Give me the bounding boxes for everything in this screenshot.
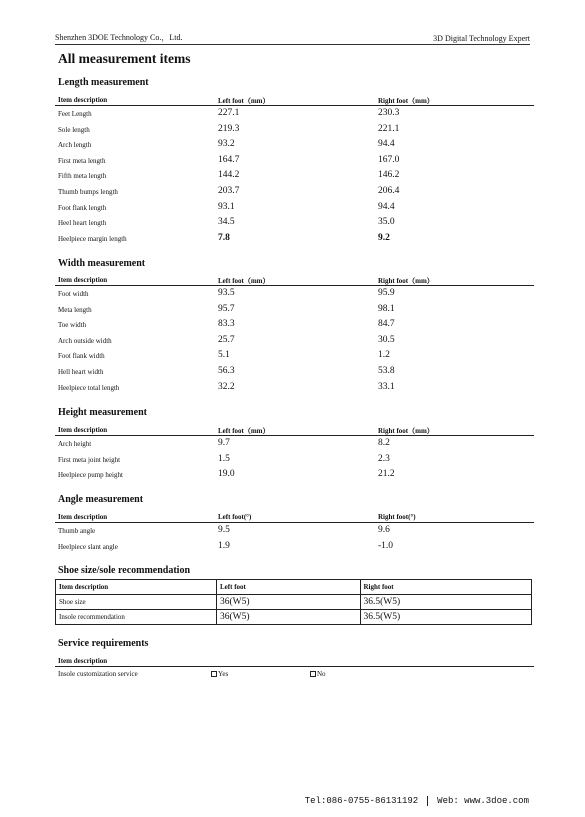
cell-left: 83.3 <box>218 319 235 330</box>
section-title-height: Height measurement <box>58 407 147 418</box>
section-title-angle: Angle measurement <box>58 494 144 505</box>
cell-right: 94.4 <box>378 201 395 212</box>
cell-item: Heelpiece margin length <box>58 234 127 243</box>
cell-right: 21.2 <box>378 469 395 480</box>
cell-left: 32.2 <box>218 381 235 392</box>
table-row <box>55 122 534 138</box>
cell-item: Hell heart width <box>58 368 104 376</box>
col-right-foot: Right foot（mm） <box>378 277 434 285</box>
cell-right: 36.5(W5) <box>360 595 532 610</box>
cell-item: Arch length <box>58 141 92 150</box>
cell-item: First meta length <box>58 156 106 165</box>
col-item-description: Item description <box>58 513 108 521</box>
cell-right: 33.1 <box>378 381 395 392</box>
col-left-foot: Left foot <box>217 580 361 595</box>
table-row <box>55 137 534 153</box>
cell-left: 219.3 <box>218 123 240 134</box>
page-footer <box>305 796 529 806</box>
cell-right: 36.5(W5) <box>360 610 532 625</box>
service-yes-label: Yes <box>218 670 229 678</box>
cell-item: Toe width <box>58 321 87 330</box>
cell-left: 19.0 <box>218 469 235 480</box>
table-row <box>55 153 534 169</box>
cell-left: 93.1 <box>218 201 235 212</box>
cell-item: Thumb angle <box>58 527 96 535</box>
service-item-label: Insole customization service <box>58 670 138 678</box>
service-yes-option[interactable] <box>211 670 228 678</box>
cell-item: Meta length <box>58 305 92 314</box>
table-row <box>56 610 532 625</box>
cell-left: 164.7 <box>218 154 240 165</box>
table-header-angle <box>55 509 534 523</box>
table-row <box>55 200 534 216</box>
col-left-foot: Left foot(°) <box>218 513 252 521</box>
cell-right: 94.4 <box>378 139 395 150</box>
table-row <box>55 348 534 364</box>
shoe-size-table <box>55 579 532 625</box>
cell-right: 35.0 <box>378 217 395 228</box>
table-header-shoe <box>56 580 532 595</box>
service-no-label: No <box>317 670 326 678</box>
col-right-foot: Right foot <box>360 580 532 595</box>
footer-web: Web: www.3doe.com <box>437 796 529 806</box>
table-row <box>55 380 534 396</box>
section-title-length: Length measurement <box>58 77 149 88</box>
cell-right: 146.2 <box>378 170 400 181</box>
col-item-description: Item description <box>58 426 108 434</box>
table-row <box>55 168 534 184</box>
col-right-foot: Right foot（mm） <box>378 97 434 105</box>
table-row <box>55 333 534 349</box>
table-row <box>55 106 534 122</box>
company-tagline: 3D Digital Technology Expert <box>433 34 530 43</box>
cell-item: First meta joint height <box>58 455 121 464</box>
table-row <box>55 364 534 380</box>
cell-right: 206.4 <box>378 186 400 196</box>
cell-item: Thumb bumps length <box>58 188 118 196</box>
table-row <box>55 436 534 452</box>
table-row <box>55 539 534 555</box>
cell-left: 1.9 <box>218 540 230 551</box>
cell-right: 84.7 <box>378 319 395 330</box>
cell-left: 36(W5) <box>217 595 361 610</box>
cell-right: 8.2 <box>378 438 390 448</box>
cell-right: 9.6 <box>378 525 390 535</box>
cell-item: Feet Length <box>58 110 92 118</box>
cell-item: Arch outside width <box>58 336 112 345</box>
col-item-description: Item description <box>58 276 108 284</box>
col-right-foot: Right foot(°) <box>378 513 416 521</box>
cell-right: 167.0 <box>378 154 400 165</box>
footer-divider <box>427 796 428 806</box>
cell-left: 144.2 <box>218 170 240 181</box>
cell-left: 56.3 <box>218 366 235 376</box>
cell-left: 36(W5) <box>217 610 361 625</box>
cell-item: Sole length <box>58 125 90 134</box>
table-row <box>55 302 534 318</box>
service-no-option[interactable] <box>310 670 326 678</box>
cell-item: Fifth meta length <box>58 172 107 181</box>
cell-left: 9.5 <box>218 525 230 535</box>
col-item-description: Item description <box>56 580 217 595</box>
cell-right: 230.3 <box>378 108 400 118</box>
cell-item: Foot flank length <box>58 203 107 212</box>
cell-left: 7.8 <box>218 232 230 243</box>
table-row <box>55 286 534 302</box>
cell-left: 227.1 <box>218 108 240 118</box>
footer-tel: Tel:086-0755-86131192 <box>304 796 419 806</box>
cell-item: Foot width <box>58 290 89 298</box>
cell-left: 25.7 <box>218 334 235 345</box>
cell-right: -1.0 <box>378 540 394 551</box>
cell-right: 2.3 <box>378 453 390 464</box>
table-row <box>55 184 534 200</box>
cell-left: 1.5 <box>218 453 230 464</box>
col-item-description: Item description <box>58 657 108 665</box>
cell-left: 5.1 <box>218 350 230 361</box>
cell-item: Foot flank width <box>58 352 105 361</box>
table-row <box>55 317 534 333</box>
table-row <box>55 215 534 231</box>
section-title-width: Width measurement <box>58 258 146 269</box>
cell-item: Heelpiece total length <box>58 383 120 392</box>
table-row <box>56 595 532 610</box>
table-row <box>55 523 534 539</box>
table-header-length <box>55 92 534 106</box>
col-left-foot: Left foot（mm） <box>218 427 270 435</box>
table-row <box>55 467 534 483</box>
cell-left: 93.5 <box>218 288 235 298</box>
cell-left: 95.7 <box>218 303 235 314</box>
table-header-height <box>55 422 534 436</box>
cell-right: 95.9 <box>378 288 395 298</box>
cell-item: Heel heart length <box>58 219 107 228</box>
col-right-foot: Right foot（mm） <box>378 427 434 435</box>
cell-item: Shoe size <box>56 595 217 610</box>
cell-right: 221.1 <box>378 123 400 134</box>
cell-right: 98.1 <box>378 303 395 314</box>
page-header <box>55 29 530 45</box>
cell-right: 53.8 <box>378 366 395 376</box>
cell-left: 93.2 <box>218 139 235 150</box>
cell-left: 203.7 <box>218 186 240 196</box>
table-header-width <box>55 272 534 286</box>
cell-left: 9.7 <box>218 438 230 448</box>
col-item-description: Item description <box>58 96 108 104</box>
cell-left: 34.5 <box>218 217 235 228</box>
cell-item: Insole recommendation <box>56 610 217 625</box>
cell-item: Heelpiece slant angle <box>58 542 118 551</box>
cell-item: Arch height <box>58 440 92 448</box>
cell-right: 1.2 <box>378 350 390 361</box>
checkbox-icon[interactable] <box>211 671 217 677</box>
table-row <box>55 452 534 468</box>
section-title-shoe: Shoe size/sole recommendation <box>58 565 191 576</box>
col-left-foot: Left foot（mm） <box>218 277 270 285</box>
company-name: Shenzhen 3DOE Technology Co.，Ltd. <box>55 33 183 42</box>
col-left-foot: Left foot（mm） <box>218 97 270 105</box>
table-row <box>55 231 534 247</box>
checkbox-icon[interactable] <box>310 671 316 677</box>
table-header-service <box>55 653 534 667</box>
cell-right: 30.5 <box>378 334 395 345</box>
section-title-service: Service requirements <box>58 638 149 649</box>
page-title: All measurement items <box>58 51 191 66</box>
cell-item: Heelpiece pump height <box>58 471 123 480</box>
cell-right: 9.2 <box>378 232 390 243</box>
